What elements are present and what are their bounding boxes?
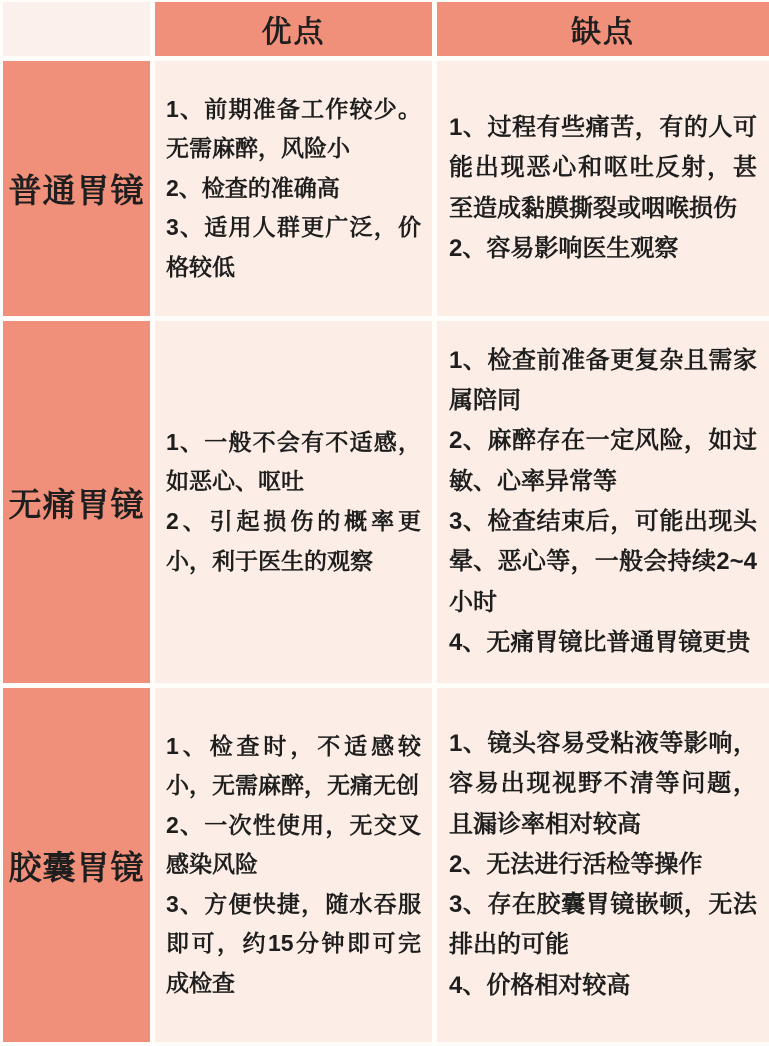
column-header-cons: 缺点 [437, 2, 769, 56]
pros-item: 1、检查时，不适感较小，无需麻醉，无痛无创 [166, 732, 421, 799]
row-label-regular-gastroscopy: 普通胃镜 [3, 61, 150, 316]
cons-item: 4、无痛胃镜比普通胃镜更贵 [449, 628, 751, 656]
cons-item: 1、过程有些痛苦，有的人可能出现恶心和呕吐反射，甚至造成黏膜撕裂或咽喉损伤 [449, 113, 757, 222]
cons-item: 2、无法进行活检等操作 [449, 850, 703, 878]
painless-gastroscopy-pros-cell [155, 321, 432, 683]
cons-item: 2、容易影响医生观察 [449, 234, 679, 262]
pros-item: 1、前期准备工作较少。无需麻醉，风险小 [166, 95, 421, 162]
cons-item: 1、检查前准备更复杂且需家属陪同 [449, 346, 757, 415]
pros-item: 2、检查的准确高 [166, 174, 340, 201]
cons-item: 4、价格相对较高 [449, 971, 631, 999]
cons-item: 3、存在胶囊胃镜嵌顿，无法排出的可能 [449, 891, 757, 959]
column-header-pros: 优点 [155, 2, 432, 56]
row-label-capsule-gastroscopy: 胶囊胃镜 [3, 688, 150, 1042]
capsule-gastroscopy-pros-cell [155, 688, 432, 1042]
cons-item: 3、检查结束后，可能出现头晕、恶心等，一般会持续2~4小时 [449, 508, 757, 616]
pros-item: 1、一般不会有不适感，如恶心、呕吐 [166, 428, 421, 495]
pros-item: 3、方便快捷，随水吞服即可，约15分钟即可完成检查 [166, 890, 421, 996]
regular-gastroscopy-pros-cell [155, 61, 432, 316]
capsule-gastroscopy-cons-cell [437, 688, 769, 1042]
regular-gastroscopy-cons-cell [437, 61, 769, 316]
cons-item: 1、镜头容易受粘液等影响，容易出现视野不清等问题，且漏诊率相对较高 [449, 729, 757, 838]
pros-item: 2、引起损伤的概率更小，利于医生的观察 [166, 508, 421, 574]
corner-cell [3, 2, 150, 56]
pros-item: 3、适用人群更广泛，价格较低 [166, 214, 421, 280]
painless-gastroscopy-cons-cell [437, 321, 769, 683]
pros-item: 2、一次性使用，无交叉感染风险 [166, 811, 421, 878]
cons-item: 2、麻醉存在一定风险，如过敏、心率异常等 [449, 427, 757, 495]
row-label-painless-gastroscopy: 无痛胃镜 [3, 321, 150, 683]
